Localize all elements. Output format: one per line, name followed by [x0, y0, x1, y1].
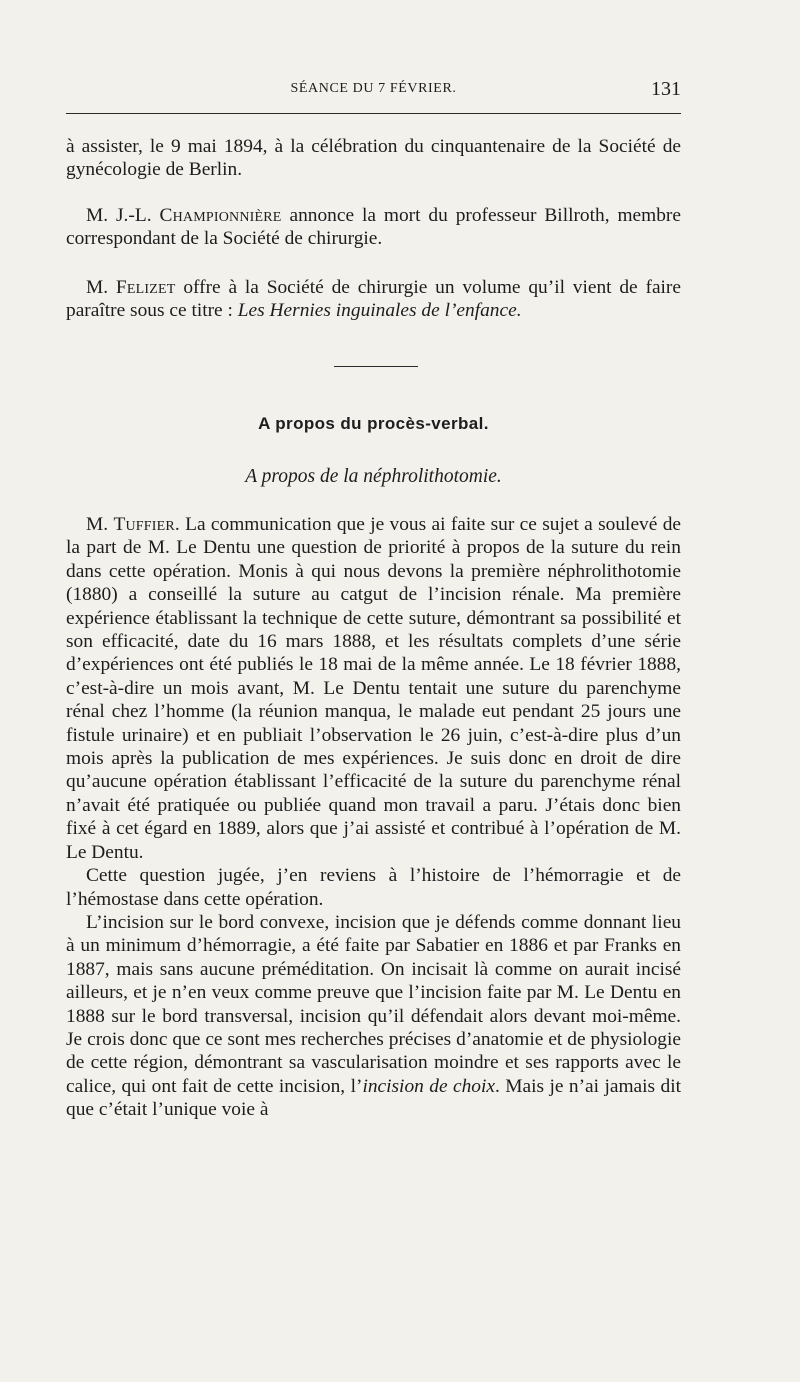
announcement-prefix: M. J.-L. — [86, 205, 160, 226]
tuffier-paragraph-3 — [66, 911, 681, 1122]
intro-paragraph — [66, 135, 681, 182]
tuffier-communication — [66, 513, 681, 1122]
header-rule — [66, 113, 681, 114]
running-title: SÉANCE DU 7 FÉVRIER. — [290, 81, 457, 96]
tuffier-paragraph-1 — [66, 513, 681, 864]
announcement-name: Championnière — [159, 205, 282, 226]
running-head — [66, 78, 681, 102]
tuffier-paragraph-2: Cette question jugée, j’en reviens à l’histoire de l’hémorragie et de l’hémostase dans cette opération. — [66, 865, 681, 910]
intro-text: à assister, le 9 mai 1894, à la célébration du cinquantenaire de la Société de gynécologie de Berlin. — [66, 136, 681, 181]
announcement-felizet — [66, 276, 681, 323]
speaker-name: Tuffier — [113, 514, 175, 535]
book-title: Les Hernies inguinales de l’enfance. — [237, 300, 522, 322]
announcement-prefix: M. — [86, 277, 116, 298]
section-heading: A propos du procès-verbal. — [258, 414, 489, 433]
announcement-paragraph — [66, 204, 681, 251]
speaker-prefix: M. — [86, 514, 114, 535]
announcement-text: offre à la Société de chirurgie un volume qu’il vient de faire paraître sous ce titre : — [66, 277, 681, 322]
announcement-name: Felizet — [115, 277, 176, 298]
section-subheading: A propos de la néphrolithotomie. — [245, 466, 502, 487]
section-divider — [334, 366, 418, 367]
paragraph-tail: . Mais je n’ai jamais dit que c’était l’unique voie à — [66, 1075, 681, 1121]
announcement-paragraph — [66, 276, 681, 323]
announcement-championniere — [66, 204, 681, 251]
paragraph-text: L’incision sur le bord convexe, incision que je défends comme donnant lieu à un minimum d’hémorragie, a été faite par Sabatier en 1886 et par Franks en 1887, mais sans aucune préméditation. On incisait là comme on aurait incisé ailleurs, et je n’en veux comme preuve que l’incision faite par M. Le Dentu en 1888 sur le bord transversal, incision qu’il défendait alors devant moi-même. Je crois donc que ce sont mes recherches précises d’anatomie et de physiologie de cette région, démontrant sa vascularisation moindre et ses rapports avec le calice, qui ont fait de cette incision, l’ — [66, 911, 681, 1097]
page-number: 131 — [651, 78, 681, 100]
emphasized-text: incision de choix — [362, 1075, 495, 1097]
paragraph-text: . La communication que je vous ai faite sur ce sujet a soulevé de la part de M. Le Dentu une question de priorité à propos de la suture du rein dans cette opération. Monis à qui nous devons la première néphrolithotomie (1880) a conseillé la suture au catgut de l’incision rénale. Ma première expérience établissant la technique de cette suture, démontrant sa possibilité et son efficacité, date du 16 mars 1888, et les résultats complets d’une série d’expériences ont été publiés le 18 mai de la même année. Le 18 février 1888, c’est-à-dire un mois avant, M. Le Dentu tentait une suture du parenchyme rénal chez l’homme (la réunion manqua, le malade eut pendant 25 jours une fistule urinaire) et en publiait l’observation le 26 juin, c’est-à-dire plus d’un mois après la publication de mes expériences. Je suis donc en droit de dire qu’aucune opération établissant l’efficacité de la suture du parenchyme rénal n’avait été pratiquée ou publiée quand mon travail a paru. J’étais donc bien fixé à cet égard en 1889, alors que j’ai assisté et contribué à l’opération de M. Le Dentu. — [66, 514, 681, 863]
announcement-text: annonce la mort du professeur Billroth, membre correspondant de la Société de chirurgie. — [66, 205, 681, 250]
